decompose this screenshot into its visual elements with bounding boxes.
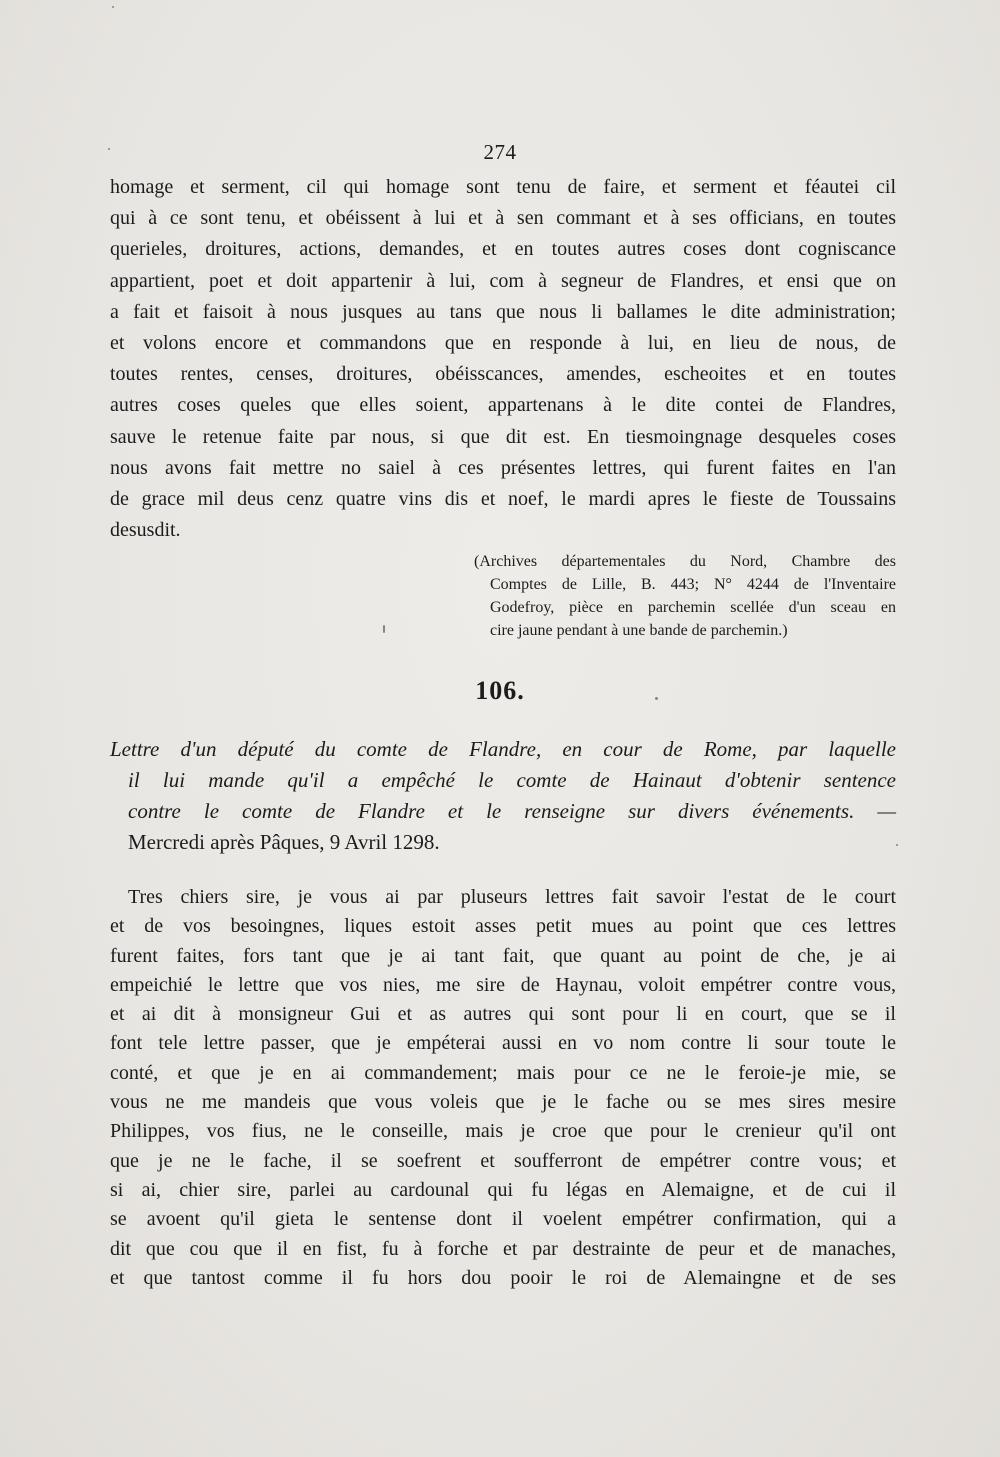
source-line: Comptes de Lille, B. 443; N° 4244 de l'Inventaire [490, 576, 896, 593]
letter-paragraph [110, 883, 896, 1293]
paper-speck [108, 148, 110, 150]
paper-speck [655, 697, 658, 700]
text-line: homage et serment, cil qui homage sont tenu de faire, et serment et féautei cil [110, 176, 896, 198]
paper-speck [383, 625, 385, 633]
document-date: Mercredi après Pâques, 9 Avril 1298. [128, 830, 440, 854]
continuation-paragraph [110, 172, 896, 546]
source-note [474, 550, 896, 642]
paper-speck [112, 6, 114, 8]
text-line: furent faites, fors tant que je ai tant fait, que quant au point de che, je ai [110, 944, 896, 967]
source-line: cire jaune pendant à une bande de parchemin.) [490, 622, 788, 639]
text-line: desusdit. [110, 519, 181, 542]
text-line: autres coses queles que elles soient, appartenans à le dite contei de Flandres, [110, 394, 896, 417]
document-number: 106. [475, 676, 525, 705]
text-line: de grace mil deus cenz quatre vins dis et noef, le mardi apres le fieste de Toussains [110, 487, 896, 510]
text-line: empeichié le lettre que vos nies, me sire de Haynau, voloit empétrer contre vous, [110, 973, 896, 996]
heading-line: Lettre d'un député du comte de Flandre, en cour de Rome, par laquelle [110, 737, 896, 761]
text-line: Tres chiers sire, je vous ai par pluseurs lettres fait savoir l'estat de le court [128, 886, 896, 908]
text-line: appartient, poet et doit appartenir à lui, com à segneur de Flandres, et ensi que on [110, 269, 896, 292]
text-line: a fait et faisoit à nous jusques au tans que nous li ballames le dite administration; [110, 300, 896, 323]
document-heading [110, 734, 896, 858]
text-line: si ai, chier sire, parlei au cardounal qui fu légas en Alemaigne, et de cui il [110, 1178, 896, 1201]
text-line: conté, et que je en ai commandement; mais pour ce ne le feroie-je mie, se [110, 1061, 896, 1084]
text-line: et de vos besoingnes, liques estoit asses petit mues au point que ces lettres [110, 915, 896, 938]
paper-speck [896, 844, 898, 846]
heading-line: il lui mande qu'il a empêché le comte de Hainaut d'obtenir sentence [128, 768, 896, 792]
text-line: nous avons fait mettre no saiel à ces présentes lettres, qui furent faites en l'an [110, 456, 896, 479]
text-line: toutes rentes, censes, droitures, obéisscances, amendes, escheoites et en toutes [110, 363, 896, 386]
heading-line: contre le comte de Flandre et le renseigne sur divers événements. — [128, 799, 896, 823]
text-line: sauve le retenue faite par nous, si que dit est. En tiesmoingnage desqueles coses [110, 425, 896, 448]
text-line: vous ne me mandeis que vous voleis que je le fache ou se mes sires mesire [110, 1091, 896, 1114]
text-line: Philippes, vos fius, ne le conseille, mais je croe que pour le crenieur qu'il ont [110, 1120, 896, 1143]
text-line: dit que cou que il en fist, fu à forche et par destrainte de peur et de manaches, [110, 1237, 896, 1260]
text-line: et volons encore et commandons que en responde à lui, en lieu de nous, de [110, 331, 896, 354]
text-line: querieles, droitures, actions, demandes, et en toutes autres coses dont cogniscance [110, 238, 896, 261]
text-line: font tele lettre passer, que je empéterai aussi en vo nom contre li sour toute le [110, 1032, 896, 1055]
text-line: que je ne le fache, il se soefrent et soufferront de empétrer contre vous; et [110, 1149, 896, 1172]
source-line: (Archives départementales du Nord, Chambre des [474, 553, 896, 570]
source-line: Godefroy, pièce en parchemin scellée d'un sceau en [490, 599, 896, 616]
text-line: se avoent qu'il gieta le sentense dont il voelent empétrer confirmation, qui a [110, 1208, 896, 1231]
text-line: et ai dit à monsigneur Gui et as autres qui sont pour li en court, que se il [110, 1003, 896, 1026]
text-line: et que tantost comme il fu hors dou pooir le roi de Alemaingne et de ses [110, 1266, 896, 1289]
page-number: 274 [483, 140, 517, 164]
text-line: qui à ce sont tenu, et obéissent à lui et à sen commant et à ses officians, en toutes [110, 207, 896, 230]
